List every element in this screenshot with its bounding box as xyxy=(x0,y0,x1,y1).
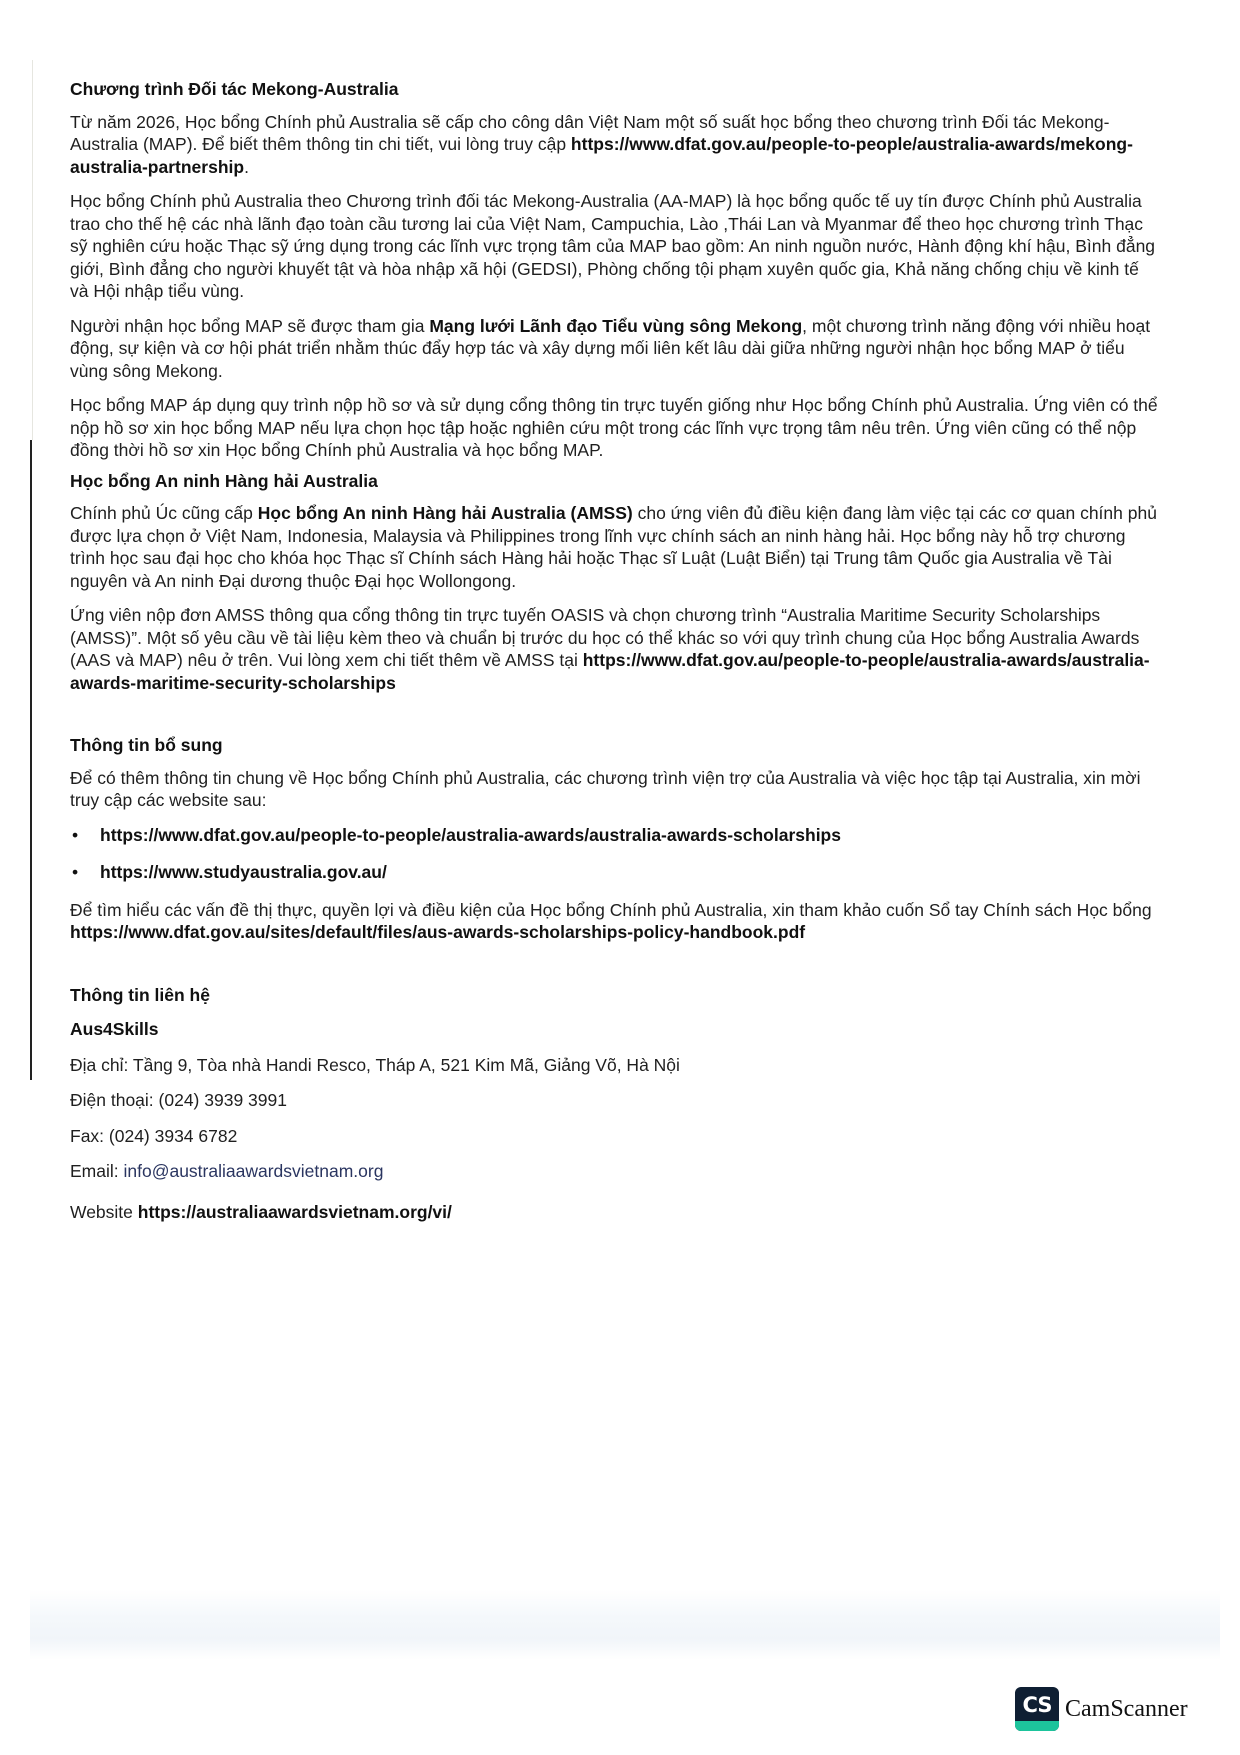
website-label: Website xyxy=(70,1201,138,1222)
org-name-text: Aus4Skills xyxy=(70,1019,159,1039)
paragraph xyxy=(70,315,1160,383)
paragraph xyxy=(70,111,1160,179)
document-body xyxy=(70,78,1160,1236)
link-list xyxy=(70,824,1160,884)
section-mekong-australia xyxy=(70,78,1160,462)
paragraph: Để có thêm thông tin chung về Học bổng Chính phủ Australia, các chương trình viện trợ của Australia và việc học tập tại Australia, xin mời truy cập các website sau: xyxy=(70,767,1141,810)
scan-edge xyxy=(30,440,32,1080)
paragraph-text: , một chương trình năng động với nhiều hoạt động, sự kiện và cơ hội phát triển nhằm thúc đẩy hợp tác và xây dựng mối liên kết lâu dài giữa những người nhận học bổng MAP ở tiểu vùng sông Mekong. xyxy=(70,315,1151,381)
scan-shadow-band xyxy=(30,1590,1220,1660)
amss-link[interactable]: https://www.dfat.gov.au/people-to-people/australia-awards/australia-awards-maritime-security-scholarships xyxy=(70,650,1150,693)
section-heading: Chương trình Đối tác Mekong-Australia xyxy=(70,79,399,99)
section-additional-info xyxy=(70,734,1160,944)
camscanner-logo-icon xyxy=(1015,1687,1059,1731)
paragraph-text: Chính phủ Úc cũng cấp xyxy=(70,503,258,523)
scholarships-link[interactable]: https://www.dfat.gov.au/people-to-people/australia-awards/australia-awards-scholarships xyxy=(100,824,841,845)
email-line xyxy=(70,1160,1160,1183)
camscanner-name: CamScanner xyxy=(1065,1695,1188,1722)
list-item xyxy=(70,824,1160,847)
punctuation: . xyxy=(244,156,249,177)
section-heading: Học bổng An ninh Hàng hải Australia xyxy=(70,470,378,491)
org-name xyxy=(70,1018,1160,1041)
network-name: Mạng lưới Lãnh đạo Tiểu vùng sông Mekong xyxy=(429,315,803,336)
camscanner-logo-text: CS xyxy=(1022,1693,1052,1717)
email-label: Email: xyxy=(70,1161,124,1181)
bullet-icon: • xyxy=(72,824,79,845)
paragraph-text: Để tìm hiểu các vấn đề thị thực, quyền lợi và điều kiện của Học bổng Chính phủ Australia, xin tham khảo cuốn Sổ tay Chính sách Học bổng xyxy=(70,899,1152,920)
list-item xyxy=(70,861,1160,884)
paragraph-text: Người nhận học bổng MAP sẽ được tham gia xyxy=(70,315,430,336)
camscanner-watermark xyxy=(1015,1687,1188,1731)
section-contact xyxy=(70,984,1160,1224)
study-australia-link[interactable]: https://www.studyaustralia.gov.au/ xyxy=(100,862,387,882)
website-link[interactable]: https://australiaawardsvietnam.org/vi/ xyxy=(137,1201,452,1222)
paragraph xyxy=(70,899,1160,944)
paragraph xyxy=(70,502,1160,592)
email-link[interactable]: info@australiaawardsvietnam.org xyxy=(123,1161,384,1181)
spacer xyxy=(70,706,1160,734)
scan-edge-faint xyxy=(32,60,33,440)
paragraph-text: Từ năm 2026, Học bổng Chính phủ Australia sẽ cấp cho công dân Việt Nam một số suất học bổng theo chương trình Đối tác Mekong-Australia (MAP). Để biết thêm thông tin chi tiết, vui lòng truy cập xyxy=(70,111,1110,154)
section-amss xyxy=(70,470,1160,695)
website-line xyxy=(70,1201,1160,1224)
phone: Điện thoại: (024) 3939 3991 xyxy=(70,1090,287,1110)
paragraph-text: cho ứng viên đủ điều kiện đang làm việc tại các cơ quan chính phủ được lựa chọn ở Việt Nam, Indonesia, Malaysia và Philippines trong lĩnh vực chính sách an ninh hàng hải. Học bổng này hỗ trợ chương trình học sau đại học cho khóa học Thạc sĩ Chính sách Hàng hải hoặc Thạc sĩ Luật (Luật Biển) tại Trung tâm Quốc gia Australia về Tài nguyên và An ninh Đại dương thuộc Đại học Wollongong. xyxy=(70,503,1157,591)
paragraph-text: Ứng viên nộp đơn AMSS thông qua cổng thông tin trực tuyến OASIS và chọn chương trình “Australia Maritime Security Scholarships (AMSS)”. Một số yêu cầu về tài liệu kèm theo và chuẩn bị trước du học có thể khác so với quy trình chung của Học bổng Australia Awards (AAS và MAP) nêu ở trên. Vui lòng xem chi tiết thêm về AMSS tại xyxy=(70,605,1140,670)
logo-accent xyxy=(1015,1721,1059,1731)
section-heading: Thông tin liên hệ xyxy=(70,984,210,1005)
amss-name: Học bổng An ninh Hàng hải Australia (AMSS) xyxy=(257,503,633,523)
paragraph: Học bổng Chính phủ Australia theo Chương trình đối tác Mekong-Australia (AA-MAP) là học bổng quốc tế uy tín được Chính phủ Australia trao cho thế hệ các nhà lãnh đạo toàn cầu tương lai của Việt Nam, Campuchia, Lào ,Thái Lan và Myanmar để theo học chương trình Thạc sỹ nghiên cứu hoặc Thạc sỹ ứng dụng trong các lĩnh vực trọng tâm của MAP bao gồm: An ninh nguồn nước, Hành động khí hậu, Bình đẳng giới, Bình đẳng cho người khuyết tật và hòa nhập xã hội (GEDSI), Phòng chống tội phạm xuyên quốc gia, Khả năng chống chịu về kinh tế và Hội nhập tiểu vùng. xyxy=(70,191,1156,301)
fax: Fax: (024) 3934 6782 xyxy=(70,1125,238,1146)
paragraph xyxy=(70,604,1160,694)
bullet-icon: • xyxy=(72,862,79,882)
handbook-link[interactable]: https://www.dfat.gov.au/sites/default/files/aus-awards-scholarships-policy-handbook.pdf xyxy=(70,922,806,942)
map-link[interactable]: https://www.dfat.gov.au/people-to-people/australia-awards/mekong-australia-partnership xyxy=(70,134,1133,177)
address: Địa chỉ: Tầng 9, Tòa nhà Handi Resco, Tháp A, 521 Kim Mã, Giảng Võ, Hà Nội xyxy=(70,1054,680,1075)
paragraph: Học bổng MAP áp dụng quy trình nộp hồ sơ và sử dụng cổng thông tin trực tuyến giống như Học bổng Chính phủ Australia. Ứng viên có thể nộp hồ sơ xin học bổng MAP nếu lựa chọn học tập hoặc nghiên cứu một trong các lĩnh vực trọng tâm nêu trên. Ứng viên cũng có thể nộp đồng thời hồ sơ xin Học bổng Chính phủ Australia và học bổng MAP. xyxy=(70,395,1158,460)
spacer xyxy=(70,956,1160,984)
section-heading: Thông tin bổ sung xyxy=(70,735,223,755)
